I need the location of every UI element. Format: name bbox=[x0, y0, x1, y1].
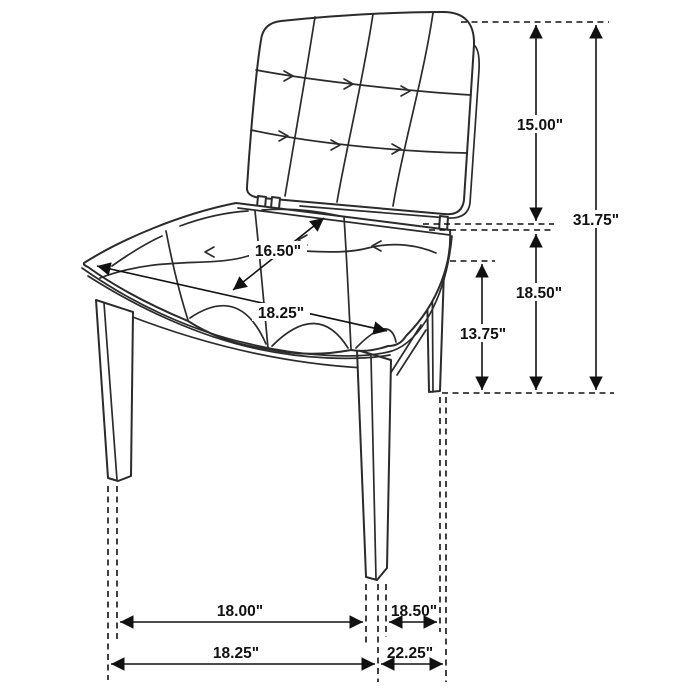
chair-drawing bbox=[82, 12, 479, 580]
dim-label-overall-height: 31.75" bbox=[572, 212, 620, 229]
dim-label-side-leg-spacing: 18.50" bbox=[390, 603, 438, 620]
dim-label-seat-depth: 16.50" bbox=[254, 243, 302, 260]
dim-label-overall-depth: 22.25" bbox=[386, 645, 434, 662]
seat-cushion bbox=[82, 203, 452, 358]
front-left-leg bbox=[96, 300, 133, 481]
front-right-leg bbox=[357, 350, 391, 580]
dim-label-seat-width: 18.25" bbox=[257, 305, 305, 322]
backrest-outline bbox=[247, 12, 474, 214]
dim-label-front-leg-spacing: 18.00" bbox=[216, 603, 264, 620]
backrest bbox=[247, 12, 479, 218]
dim-label-back-cushion-height: 15.00" bbox=[516, 117, 564, 134]
dim-label-seat-back-to-floor: 18.50" bbox=[515, 285, 563, 302]
dim-label-seat-height: 13.75" bbox=[459, 326, 507, 343]
dim-label-overall-width: 18.25" bbox=[212, 645, 260, 662]
